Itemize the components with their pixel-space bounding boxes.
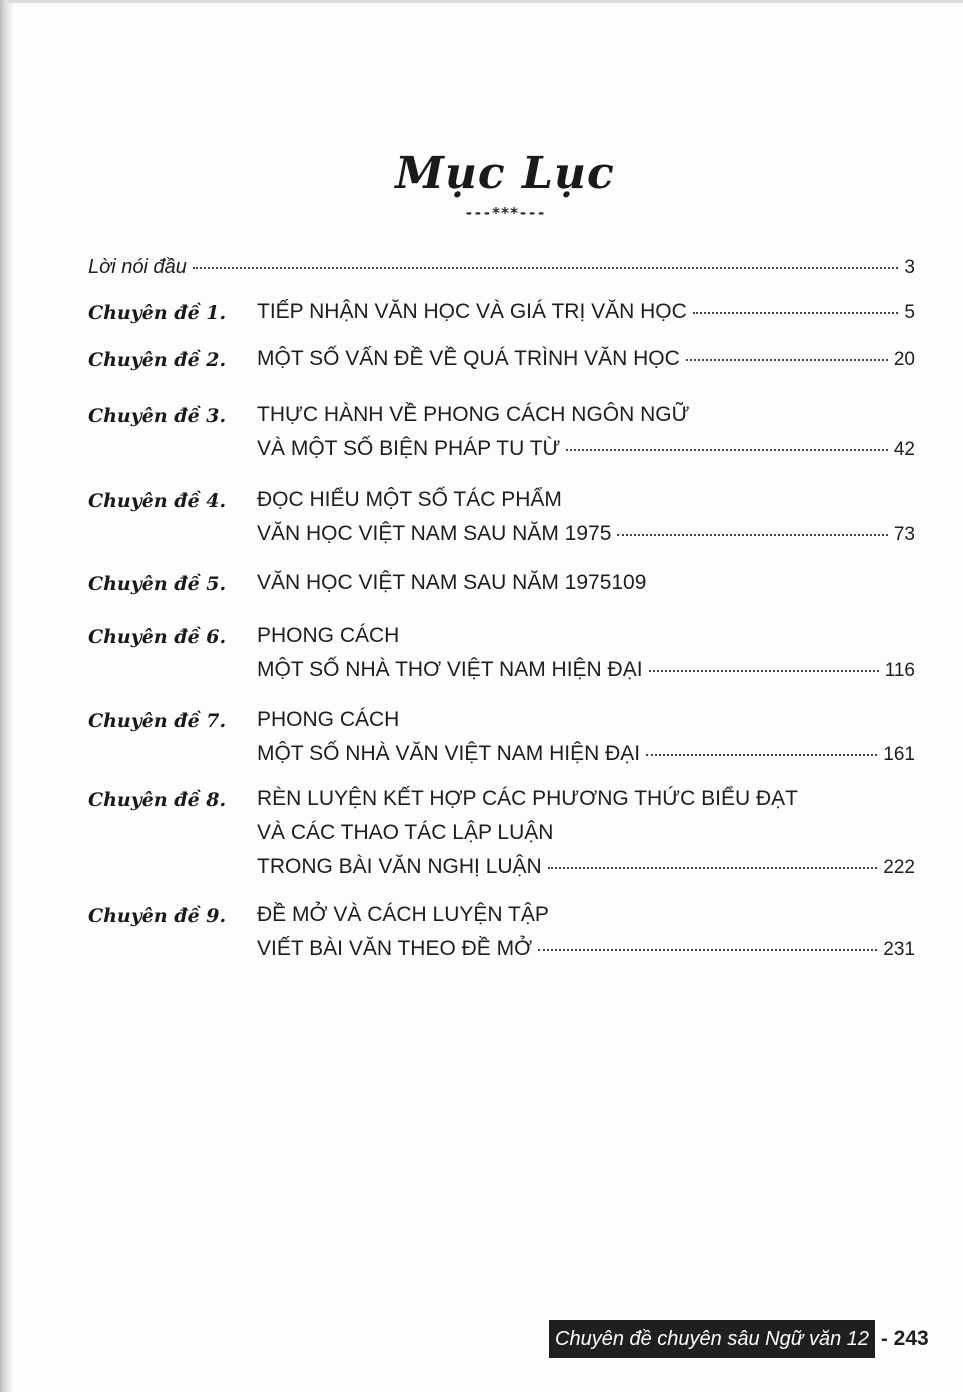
chapter-title-line <box>257 488 915 522</box>
chapter-title-line <box>257 787 915 821</box>
chapter-title-text: VĂN HỌC VIỆT NAM SAU NĂM 1975 <box>257 522 612 545</box>
dot-leader <box>617 534 887 536</box>
chapter-label: Chuyên đề 9. <box>88 905 227 927</box>
chapter-title-line <box>257 300 915 334</box>
page-top-shadow <box>0 0 963 3</box>
dot-leader <box>693 312 899 314</box>
title-decoration: ---***--- <box>464 204 546 222</box>
chapter-title-line <box>257 624 915 658</box>
chapter-title-text: RÈN LUYỆN KẾT HỢP CÁC PHƯƠNG THỨC BIỂU ĐẠT <box>257 787 798 810</box>
chapter-title-line <box>257 821 915 855</box>
chapter-title-line <box>257 347 915 381</box>
footer-page-number: 243 <box>893 1327 929 1350</box>
toc-intro-page: 3 <box>904 257 915 278</box>
chapter-title-text: MỘT SỐ NHÀ VĂN VIỆT NAM HIỆN ĐẠI <box>257 742 641 765</box>
dot-leader <box>548 867 878 869</box>
dot-leader <box>193 267 899 269</box>
dot-leader <box>686 359 888 361</box>
toc-intro-label: Lời nói đầu <box>88 256 187 278</box>
chapter-title-text: ĐỌC HIỂU MỘT SỐ TÁC PHẨM <box>257 488 562 511</box>
chapter-title-text: VÀ CÁC THAO TÁC LẬP LUẬN <box>257 821 554 844</box>
chapter-title-text: PHONG CÁCH <box>257 624 400 647</box>
chapter-title-text: VĂN HỌC VIỆT NAM SAU NĂM 1975109 <box>257 571 647 594</box>
footer-book-title: Chuyên đề chuyên sâu Ngữ văn 12 <box>549 1320 875 1358</box>
chapter-page-number: 20 <box>893 349 915 370</box>
chapter-title-line <box>257 708 915 742</box>
chapter-title-text: MỘT SỐ NHÀ THƠ VIỆT NAM HIỆN ĐẠI <box>257 658 643 681</box>
chapter-title-text: MỘT SỐ VẤN ĐỀ VỀ QUÁ TRÌNH VĂN HỌC <box>257 347 680 370</box>
chapter-title-line <box>257 937 915 971</box>
chapter-page-number: 161 <box>883 744 915 765</box>
page-title: Mục Lục <box>395 148 615 199</box>
chapter-title-line <box>257 742 915 776</box>
dot-leader <box>646 754 877 756</box>
chapter-title-line <box>257 658 915 692</box>
chapter-page-number: 116 <box>884 660 915 681</box>
chapter-title-line <box>257 403 915 437</box>
chapter-title-text: THỰC HÀNH VỀ PHONG CÁCH NGÔN NGỮ <box>257 403 690 426</box>
chapter-label: Chuyên đề 4. <box>88 490 227 512</box>
chapter-title-text: VIẾT BÀI VĂN THEO ĐỀ MỞ <box>257 937 533 960</box>
chapter-title-line <box>257 571 915 605</box>
chapter-page-number: 42 <box>893 439 915 460</box>
chapter-title-line <box>257 522 915 556</box>
chapter-title-text: PHONG CÁCH <box>257 708 400 731</box>
page-footer <box>549 1320 929 1358</box>
chapter-label: Chuyên đề 3. <box>88 405 227 427</box>
chapter-label: Chuyên đề 5. <box>88 573 227 595</box>
chapter-label: Chuyên đề 7. <box>88 710 227 732</box>
chapter-page-number: 222 <box>883 857 915 878</box>
chapter-title-line <box>257 903 915 937</box>
chapter-label: Chuyên đề 8. <box>88 789 227 811</box>
chapter-label: Chuyên đề 2. <box>88 349 227 371</box>
footer-separator: - <box>881 1327 888 1350</box>
chapter-title-text: VÀ MỘT SỐ BIỆN PHÁP TU TỪ <box>257 437 561 460</box>
chapter-page-number: 231 <box>883 939 915 960</box>
chapter-title-text: TRONG BÀI VĂN NGHỊ LUẬN <box>257 855 542 878</box>
dot-leader <box>566 449 887 451</box>
dot-leader <box>649 670 879 672</box>
chapter-page-number: 5 <box>904 302 915 323</box>
toc-intro[interactable] <box>88 256 915 290</box>
chapter-label: Chuyên đề 1. <box>88 302 227 324</box>
dot-leader <box>538 949 877 951</box>
chapter-title-line <box>257 437 915 471</box>
chapter-title-text: ĐỀ MỞ VÀ CÁCH LUYỆN TẬP <box>257 903 549 926</box>
chapter-label: Chuyên đề 6. <box>88 626 227 648</box>
chapter-page-number: 73 <box>893 524 915 545</box>
chapter-title-line <box>257 855 915 889</box>
chapter-title-text: TIẾP NHẬN VĂN HỌC VÀ GIÁ TRỊ VĂN HỌC <box>257 300 687 323</box>
